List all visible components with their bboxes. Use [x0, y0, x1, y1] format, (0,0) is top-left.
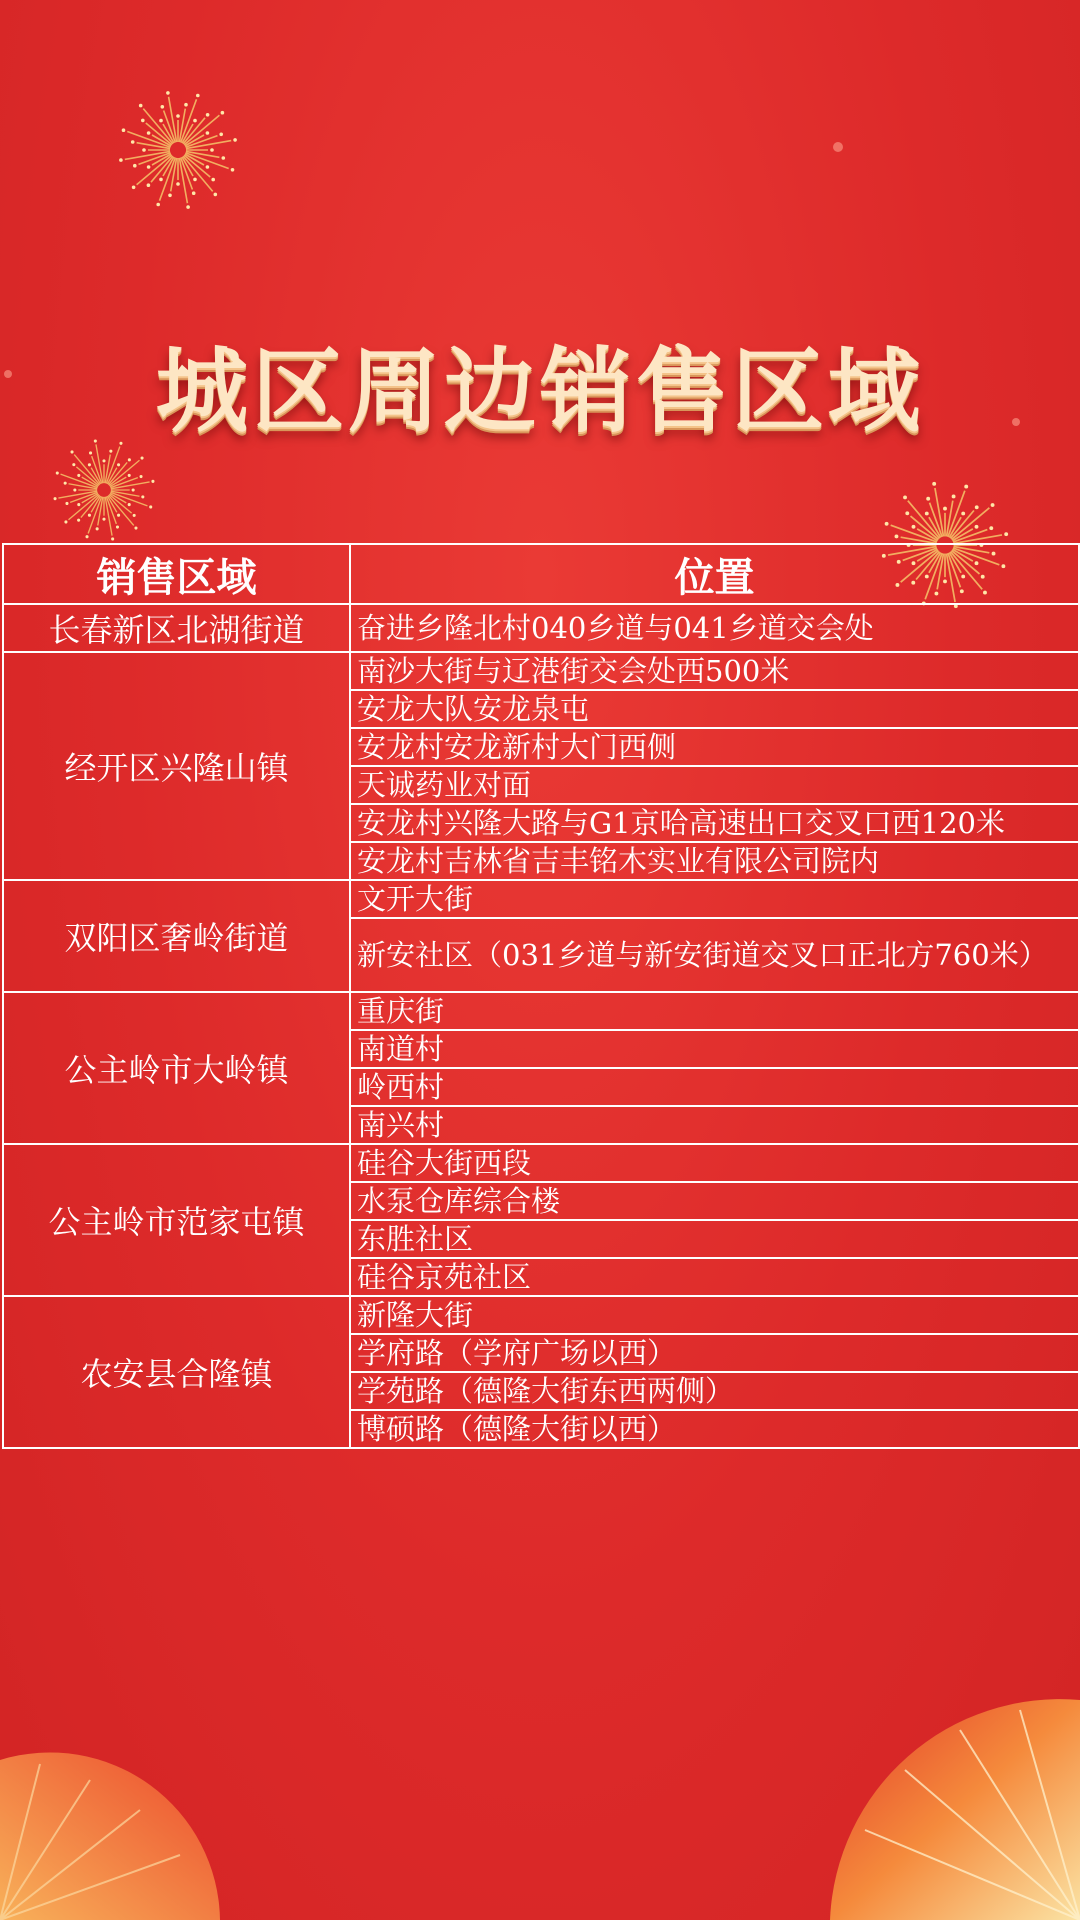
- location-cell: 奋进乡隆北村040乡道与041乡道交会处: [350, 604, 1079, 652]
- region-cell: 公主岭市大岭镇: [3, 992, 350, 1144]
- column-header-region: 销售区域: [3, 544, 350, 604]
- location-cell: 新安社区（031乡道与新安街道交叉口正北方760米）: [350, 918, 1079, 992]
- location-cell: 文开大街: [350, 880, 1079, 918]
- location-cell: 水泵仓库综合楼: [350, 1182, 1079, 1220]
- location-cell: 东胜社区: [350, 1220, 1079, 1258]
- region-cell: 农安县合隆镇: [3, 1296, 350, 1448]
- location-cell: 安龙村安龙新村大门西侧: [350, 728, 1079, 766]
- location-cell: 安龙大队安龙泉屯: [350, 690, 1079, 728]
- location-cell: 天诚药业对面: [350, 766, 1079, 804]
- location-cell: 硅谷大街西段: [350, 1144, 1079, 1182]
- location-cell: 南兴村: [350, 1106, 1079, 1144]
- table-row: [3, 992, 1079, 1030]
- page-title: 城区周边销售区域: [155, 338, 924, 445]
- location-cell: 安龙村兴隆大路与G1京哈高速出口交叉口西120米: [350, 804, 1079, 842]
- location-cell: 南道村: [350, 1030, 1079, 1068]
- location-cell: 硅谷京苑社区: [350, 1258, 1079, 1296]
- location-cell: 学苑路（德隆大街东西两侧）: [350, 1372, 1079, 1410]
- location-cell: 南沙大街与辽港街交会处西500米: [350, 652, 1079, 690]
- firework-icon: [108, 80, 248, 220]
- location-cell: 岭西村: [350, 1068, 1079, 1106]
- location-cell: 新隆大街: [350, 1296, 1079, 1334]
- location-cell: 安龙村吉林省吉丰铭木实业有限公司院内: [350, 842, 1079, 880]
- column-header-location: 位置: [350, 544, 1079, 604]
- region-cell: 经开区兴隆山镇: [3, 652, 350, 880]
- table-row: [3, 652, 1079, 690]
- sales-area-table: [2, 543, 1078, 1449]
- region-cell: 长春新区北湖街道: [3, 604, 350, 652]
- region-cell: 双阳区奢岭街道: [3, 880, 350, 992]
- table-row: [3, 880, 1079, 918]
- table-row: [3, 604, 1079, 652]
- location-cell: 学府路（学府广场以西）: [350, 1334, 1079, 1372]
- sparkle-dot: [833, 142, 843, 152]
- region-cell: 公主岭市范家屯镇: [3, 1144, 350, 1296]
- paper-fan-icon: [790, 1690, 1080, 1920]
- location-cell: 重庆街: [350, 992, 1079, 1030]
- table-row: [3, 1296, 1079, 1334]
- paper-fan-icon: [0, 1740, 240, 1920]
- location-cell: 博硕路（德隆大街以西）: [350, 1410, 1079, 1448]
- table-row: [3, 1144, 1079, 1182]
